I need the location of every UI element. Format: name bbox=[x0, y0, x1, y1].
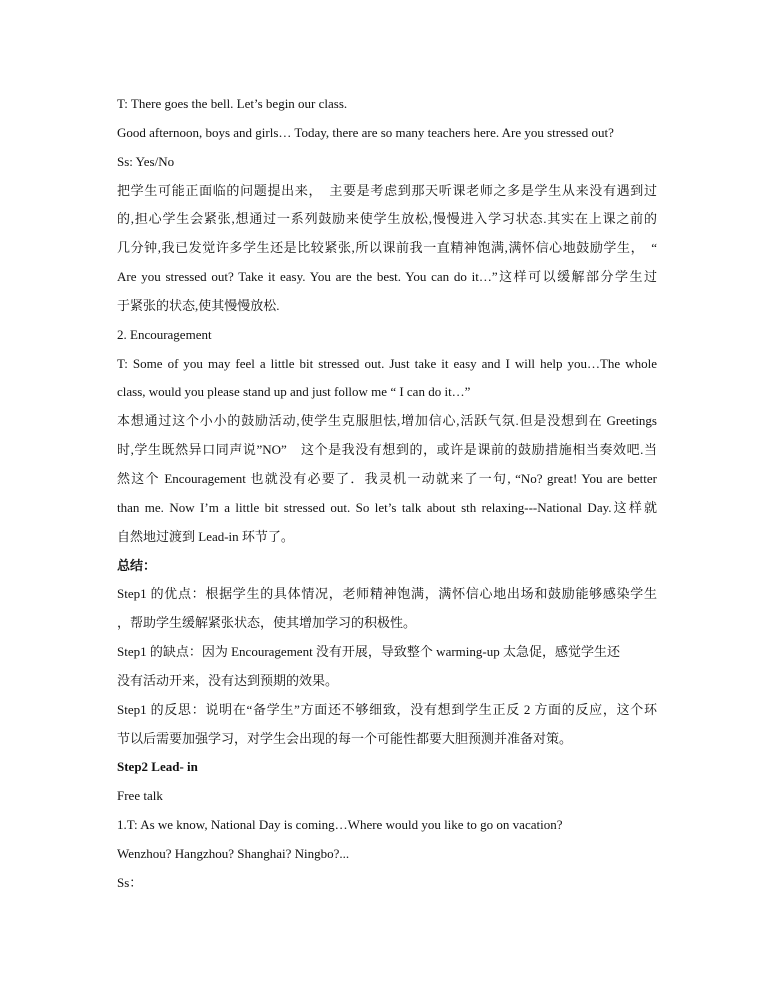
paragraph-line: 本想通过这个小小的鼓励活动,使学生克服胆怯,增加信心,活跃气氛.但是没想到在 Greetings bbox=[117, 413, 657, 429]
paragraph-line: Ss： bbox=[117, 874, 143, 890]
section-heading: 2. Encouragement bbox=[117, 326, 212, 342]
paragraph-line: Wenzhou? Hangzhou? Shanghai? Ningbo?... bbox=[117, 845, 350, 861]
paragraph-line: 节以后需要加强学习，对学生会出现的每一个可能性都要大胆预测并准备对策。 bbox=[117, 730, 573, 746]
paragraph-line: 的,担心学生会紧张,想通过一系列鼓励来使学生放松,慢慢进入学习状态.其实在上课之前的 bbox=[117, 211, 657, 227]
paragraph-line: T: There goes the bell. Let’s begin our class. bbox=[117, 96, 348, 111]
step2-heading: Step2 Lead- in bbox=[117, 759, 198, 775]
paragraph-line: Step1 的优点：根据学生的具体情况，老师精神饱满，满怀信心地出场和鼓励能够感染学生 bbox=[117, 586, 657, 602]
paragraph-line: ，帮助学生缓解紧张状态，使其增加学习的积极性。 bbox=[117, 615, 417, 631]
paragraph-line: 把学生可能正面临的问题提出来， 主要是考虑到那天听课老师之多是学生从来没有遇到过 bbox=[117, 182, 657, 198]
paragraph-line: Are you stressed out? Take it easy. You are the best. You can do it…”这样可以缓解部分学生过 bbox=[117, 269, 657, 285]
paragraph-line: class, would you please stand up and just follow me “ I can do it…” bbox=[117, 384, 471, 400]
paragraph-line: than me. Now I’m a little bit stressed out. So let’s talk about sth relaxing---National Day.这样就 bbox=[117, 499, 657, 515]
summary-heading: 总结： bbox=[117, 557, 157, 573]
document-page bbox=[117, 90, 657, 898]
paragraph-line: 于紧张的状态,使其慢慢放松. bbox=[117, 297, 280, 313]
paragraph-line: T: Some of you may feel a little bit stressed out. Just take it easy and I will help you…The whole bbox=[117, 355, 657, 371]
paragraph-line: 时,学生既然异口同声说”NO” 这个是我没有想到的，或许是课前的鼓励措施相当奏效吧.当 bbox=[117, 442, 657, 458]
paragraph-line: Step1 的缺点：因为 Encouragement 没有开展，导致整个 warming-up 太急促，感觉学生还 bbox=[117, 644, 620, 660]
paragraph-line: 然这个 Encouragement 也就没有必要了．我灵机一动就来了一句, “No? great! You are better bbox=[117, 470, 657, 486]
paragraph-line: Free talk bbox=[117, 788, 163, 804]
paragraph-line: 1.T: As we know, National Day is coming…Where would you like to go on vacation? bbox=[117, 817, 563, 833]
paragraph-line: 几分钟,我已发觉许多学生还是比较紧张,所以课前我一直精神饱满,满怀信心地鼓励学生， “ bbox=[117, 240, 657, 256]
paragraph-line: Step1 的反思：说明在“备学生”方面还不够细致，没有想到学生正反 2 方面的反应，这个环 bbox=[117, 701, 657, 717]
paragraph-line: Ss: Yes/No bbox=[117, 153, 175, 169]
paragraph-line: 自然地过渡到 Lead-in 环节了。 bbox=[117, 528, 294, 544]
paragraph-line: Good afternoon, boys and girls… Today, there are so many teachers here. Are you stressed out? bbox=[117, 124, 614, 140]
paragraph-line: 没有活动开来，没有达到预期的效果。 bbox=[117, 672, 339, 688]
